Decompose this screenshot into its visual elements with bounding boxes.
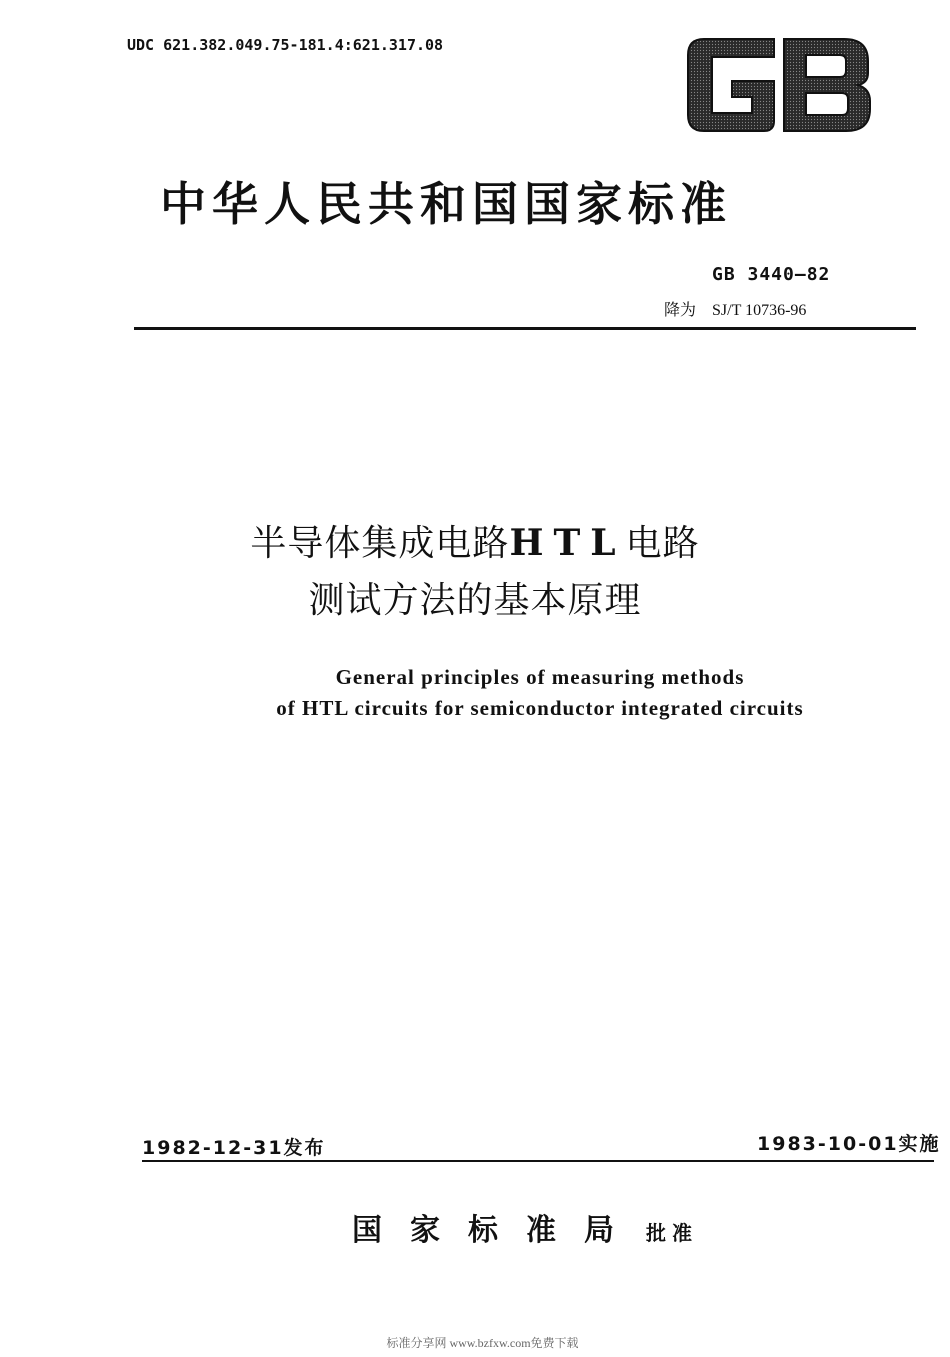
gb-logo	[684, 37, 874, 133]
approval-action: 批准	[646, 1221, 698, 1245]
issue-date: 1982-12-31发布	[142, 1137, 326, 1159]
header-divider	[134, 327, 916, 330]
standard-code: GB 3440—82	[712, 264, 831, 285]
watermark-footer: 标准分享网 www.bzfxw.com免费下载	[386, 1336, 579, 1350]
approving-organization: 国家标准局	[352, 1213, 642, 1248]
chinese-title-part-a: 半导体集成电路	[250, 523, 510, 564]
chinese-title-line-1	[0, 515, 950, 566]
chinese-title-part-htl: HTL	[509, 522, 626, 564]
udc-number: UDC 621.382.049.75-181.4:621.317.08	[127, 36, 444, 54]
chinese-title-line-2: 测试方法的基本原理	[308, 580, 642, 621]
approval-line	[352, 1205, 698, 1249]
english-title-line-1: General principles of measuring methods	[335, 665, 745, 689]
chinese-title-part-c: 电路	[625, 523, 700, 564]
replaced-label: 降为	[664, 302, 697, 319]
footer-divider	[142, 1160, 934, 1162]
replaced-code: SJ/T 10736-96	[712, 302, 807, 319]
implementation-date: 1983-10-01实施	[757, 1133, 941, 1155]
replaced-by	[664, 297, 806, 320]
english-title-line-2: of HTL circuits for semiconductor integrated circuits	[276, 696, 804, 720]
national-standard-title: 中华人民共和国国家标准	[160, 177, 732, 231]
